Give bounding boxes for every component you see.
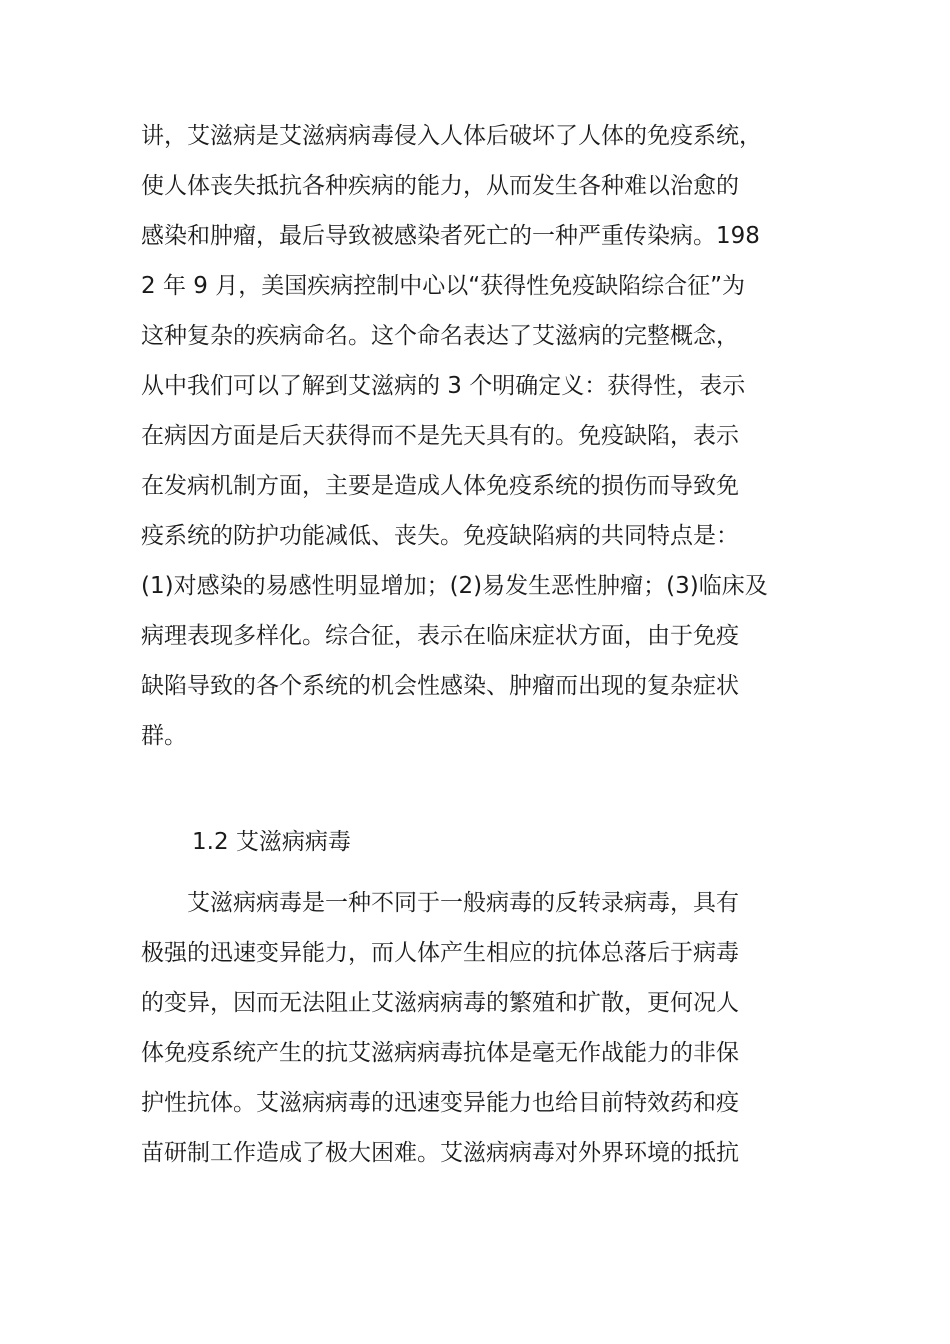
text-line: (1)对感染的易感性明显增加；(2)易发生恶性肿瘤；(3)临床及 (141, 573, 768, 599)
text-line: 苗研制工作造成了极大困难。艾滋病病毒对外界环境的抵抗 (141, 1140, 739, 1166)
section-heading (192, 817, 592, 867)
text-line: 从中我们可以了解到艾滋病的 3 个明确定义：获得性，表示 (141, 373, 746, 399)
text-line: 极强的迅速变异能力，而人体产生相应的抗体总落后于病毒 (141, 940, 739, 966)
text-line: 病理表现多样化。综合征，表示在临床症状方面，由于免疫 (141, 623, 739, 649)
text-line: 疫系统的防护功能减低、丧失。免疫缺陷病的共同特点是： (141, 523, 739, 549)
text-line: 艾滋病病毒是一种不同于一般病毒的反转录病毒，具有 (141, 890, 739, 916)
text-line: 2 年 9 月，美国疾病控制中心以“获得性免疫缺陷综合征”为 (141, 273, 746, 299)
paragraph-definition (141, 111, 811, 761)
text-line: 群。 (141, 723, 187, 749)
text-line: 这种复杂的疾病命名。这个命名表达了艾滋病的完整概念， (141, 323, 739, 349)
text-line: 在病因方面是后天获得而不是先天具有的。免疫缺陷，表示 (141, 423, 739, 449)
text-line: 在发病机制方面，主要是造成人体免疫系统的损伤而导致免 (141, 473, 739, 499)
paragraph-virus (141, 878, 811, 1178)
text-line: 的变异，因而无法阻止艾滋病病毒的繁殖和扩散，更何况人 (141, 990, 739, 1016)
text-line: 缺陷导致的各个系统的机会性感染、肿瘤而出现的复杂症状 (141, 673, 739, 699)
text-line: 体免疫系统产生的抗艾滋病病毒抗体是毫无作战能力的非保 (141, 1040, 739, 1066)
section-heading-text: 1.2 艾滋病病毒 (192, 829, 351, 855)
text-line: 使人体丧失抵抗各种疾病的能力，从而发生各种难以治愈的 (141, 173, 739, 199)
text-line: 讲，艾滋病是艾滋病病毒侵入人体后破坏了人体的免疫系统， (141, 123, 762, 149)
text-line: 护性抗体。艾滋病病毒的迅速变异能力也给目前特效药和疫 (141, 1090, 739, 1116)
text-line: 感染和肿瘤，最后导致被感染者死亡的一种严重传染病。198 (141, 223, 760, 249)
